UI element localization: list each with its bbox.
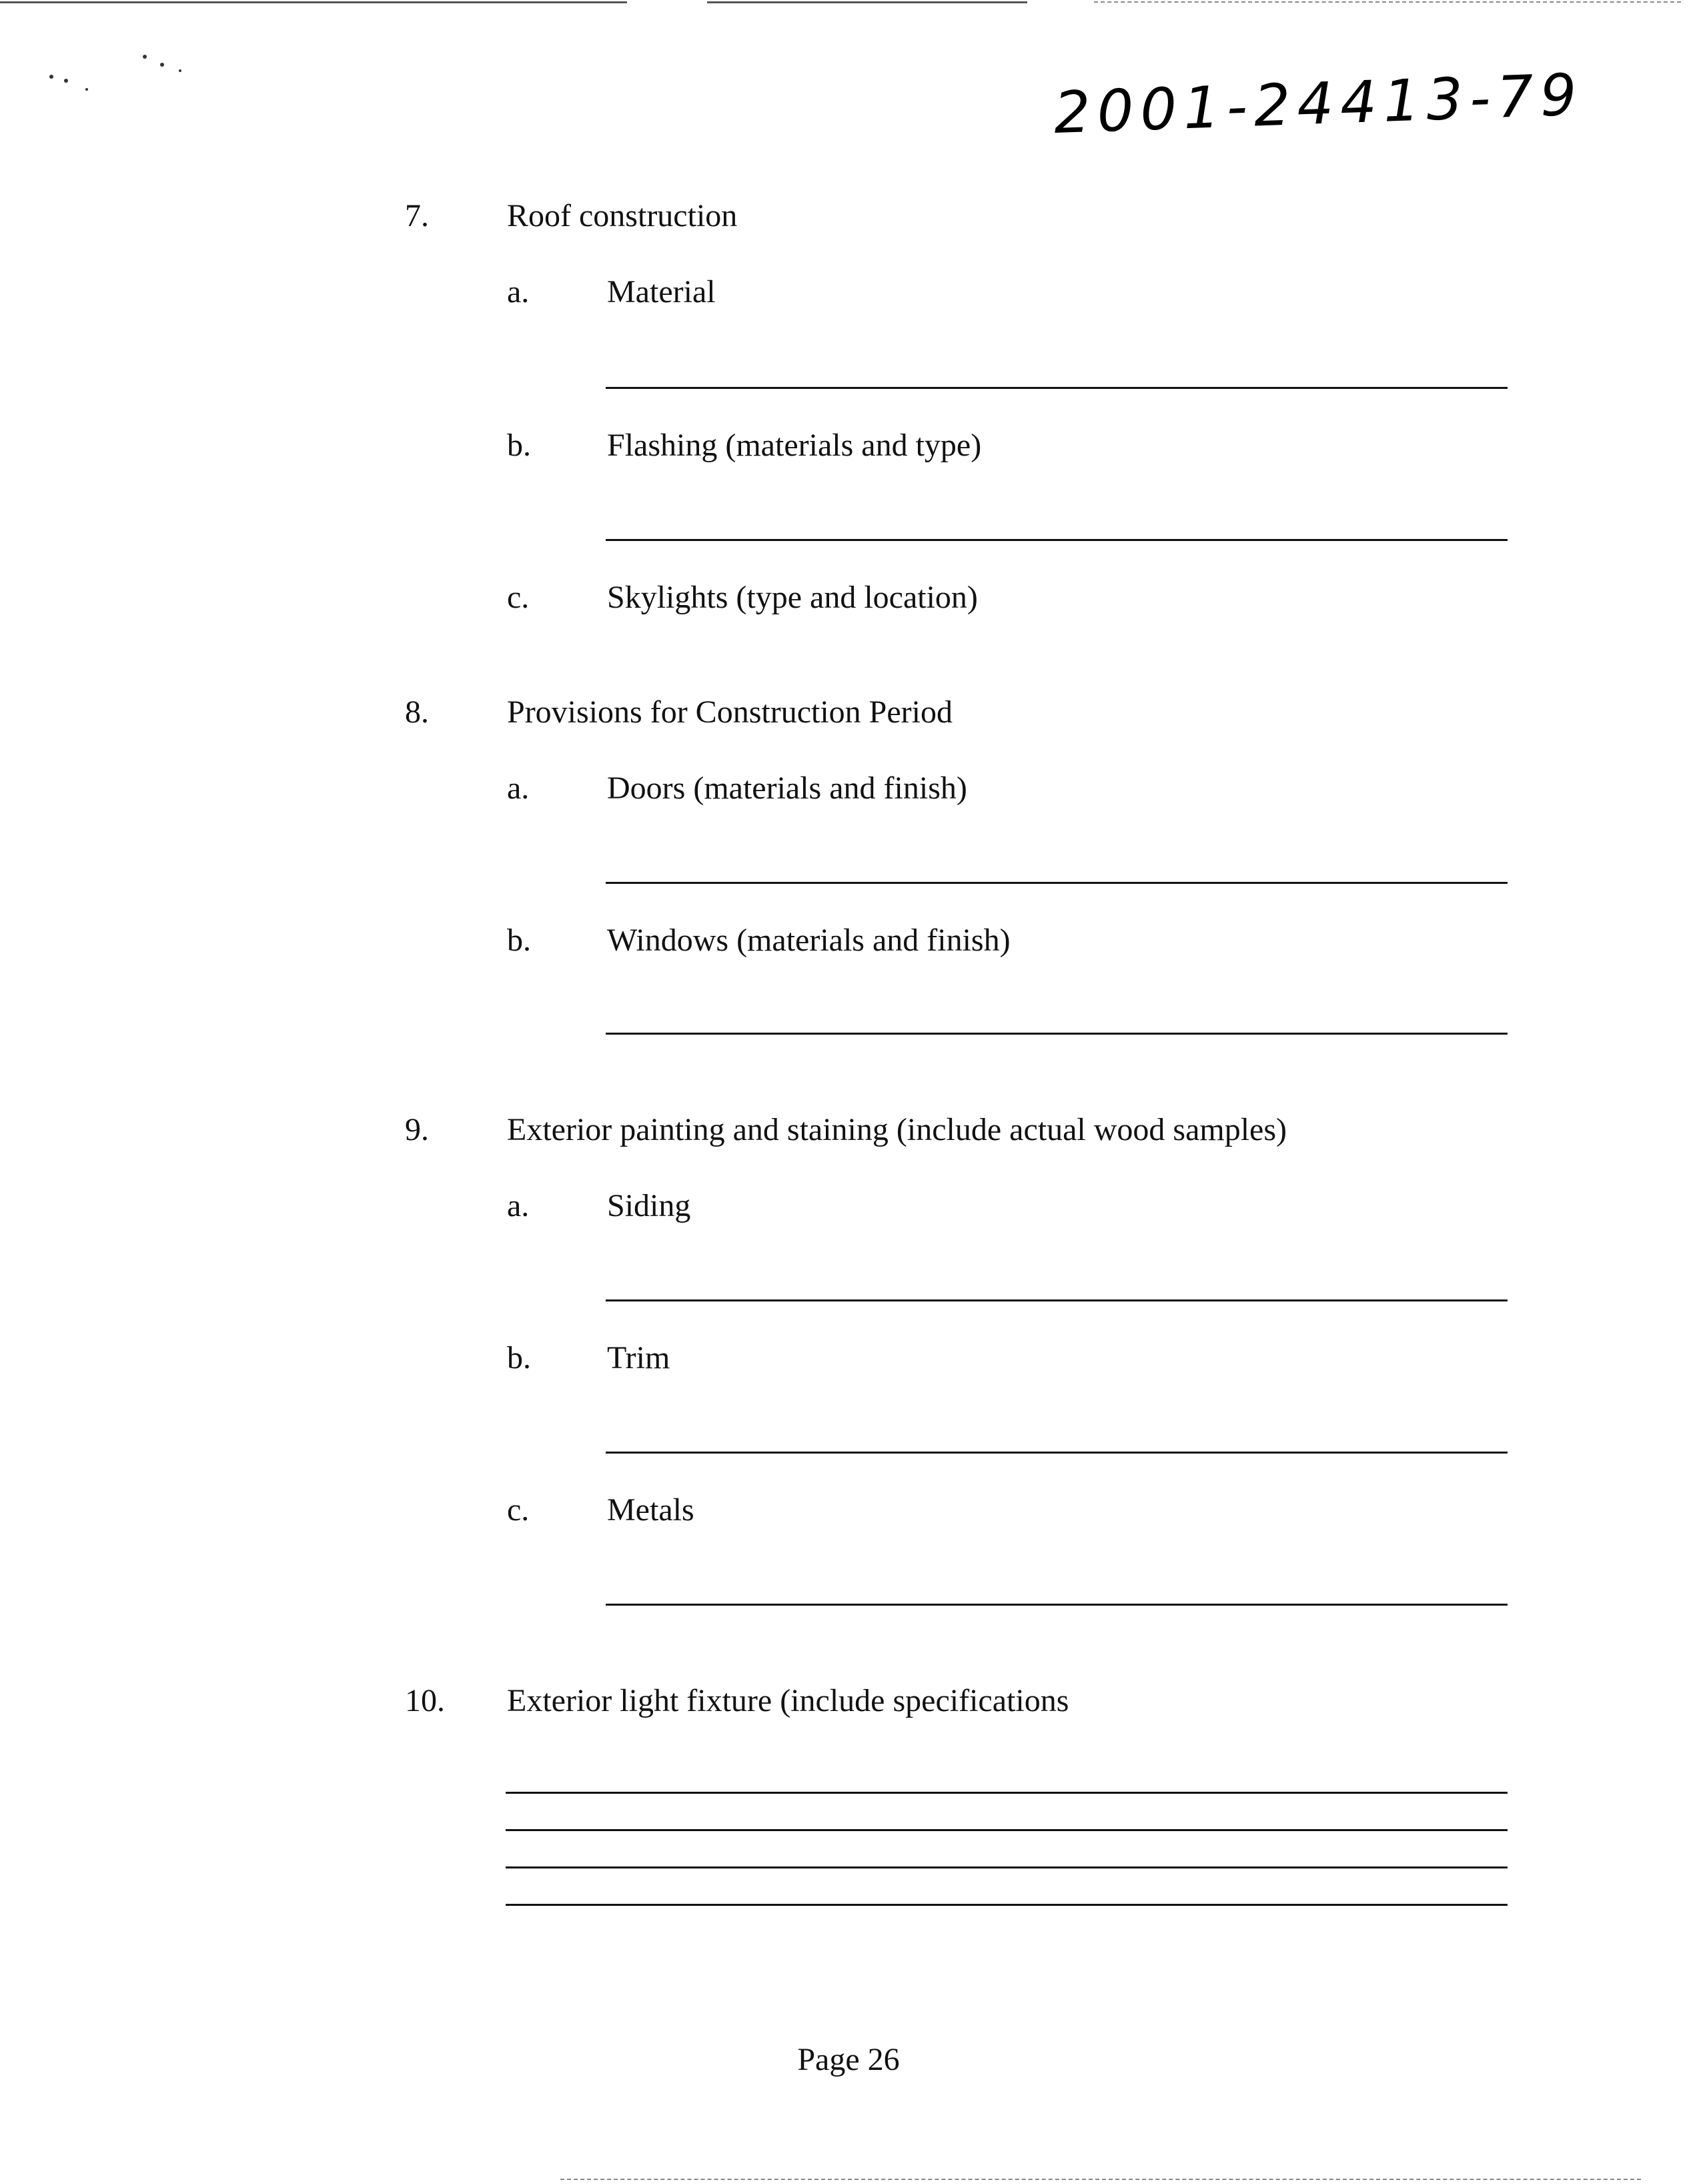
scan-speck bbox=[85, 88, 88, 91]
page-number: Page 26 bbox=[797, 2042, 900, 2077]
section-7-number: 7. bbox=[405, 198, 429, 233]
section-8b-answer-line[interactable] bbox=[606, 1033, 1508, 1035]
section-9b-label: Trim bbox=[607, 1340, 670, 1376]
section-7a-letter: a. bbox=[507, 274, 530, 310]
scan-speck bbox=[179, 69, 181, 72]
section-7a-answer-line[interactable] bbox=[606, 387, 1508, 389]
section-9b-letter: b. bbox=[507, 1340, 531, 1376]
section-10-answer-line-4[interactable] bbox=[506, 1904, 1508, 1906]
scan-speck bbox=[64, 79, 68, 83]
handwritten-document-id: 2001-24413-79 bbox=[1053, 61, 1585, 147]
section-8a-label: Doors (materials and finish) bbox=[607, 770, 967, 806]
section-9-title: Exterior painting and staining (include actual wood samples) bbox=[507, 1112, 1287, 1147]
section-7b-label: Flashing (materials and type) bbox=[607, 428, 982, 463]
section-9a-label: Siding bbox=[607, 1188, 691, 1223]
section-8b-label: Windows (materials and finish) bbox=[607, 923, 1011, 958]
section-10-answer-line-1[interactable] bbox=[506, 1792, 1508, 1794]
section-9c-letter: c. bbox=[507, 1492, 530, 1528]
section-8-number: 8. bbox=[405, 694, 429, 730]
scan-edge-top-right bbox=[1094, 1, 1681, 3]
scan-speck bbox=[49, 75, 53, 79]
scan-edge-top-middle bbox=[707, 1, 1027, 3]
section-7c-label: Skylights (type and location) bbox=[607, 580, 978, 615]
section-8a-letter: a. bbox=[507, 770, 530, 806]
section-10-answer-line-2[interactable] bbox=[506, 1829, 1508, 1831]
section-8-title: Provisions for Construction Period bbox=[507, 694, 953, 730]
section-9c-label: Metals bbox=[607, 1492, 694, 1528]
section-9b-answer-line[interactable] bbox=[606, 1452, 1508, 1454]
section-7c-letter: c. bbox=[507, 580, 530, 615]
section-7b-answer-line[interactable] bbox=[606, 539, 1508, 541]
section-9a-answer-line[interactable] bbox=[606, 1299, 1508, 1301]
section-7-title: Roof construction bbox=[507, 198, 738, 233]
section-10-number: 10. bbox=[405, 1683, 445, 1718]
scan-speck bbox=[160, 63, 164, 67]
section-9-number: 9. bbox=[405, 1112, 429, 1147]
scan-speck bbox=[143, 55, 147, 59]
section-7b-letter: b. bbox=[507, 428, 531, 463]
section-7a-label: Material bbox=[607, 274, 716, 310]
section-9a-letter: a. bbox=[507, 1188, 530, 1223]
section-10-answer-line-3[interactable] bbox=[506, 1866, 1508, 1868]
section-8a-answer-line[interactable] bbox=[606, 882, 1508, 884]
scan-edge-top-left bbox=[0, 1, 627, 3]
section-9c-answer-line[interactable] bbox=[606, 1604, 1508, 1606]
section-8b-letter: b. bbox=[507, 923, 531, 958]
section-10-title: Exterior light fixture (include specifications bbox=[507, 1683, 1069, 1718]
scan-edge-bottom bbox=[560, 2179, 1641, 2180]
